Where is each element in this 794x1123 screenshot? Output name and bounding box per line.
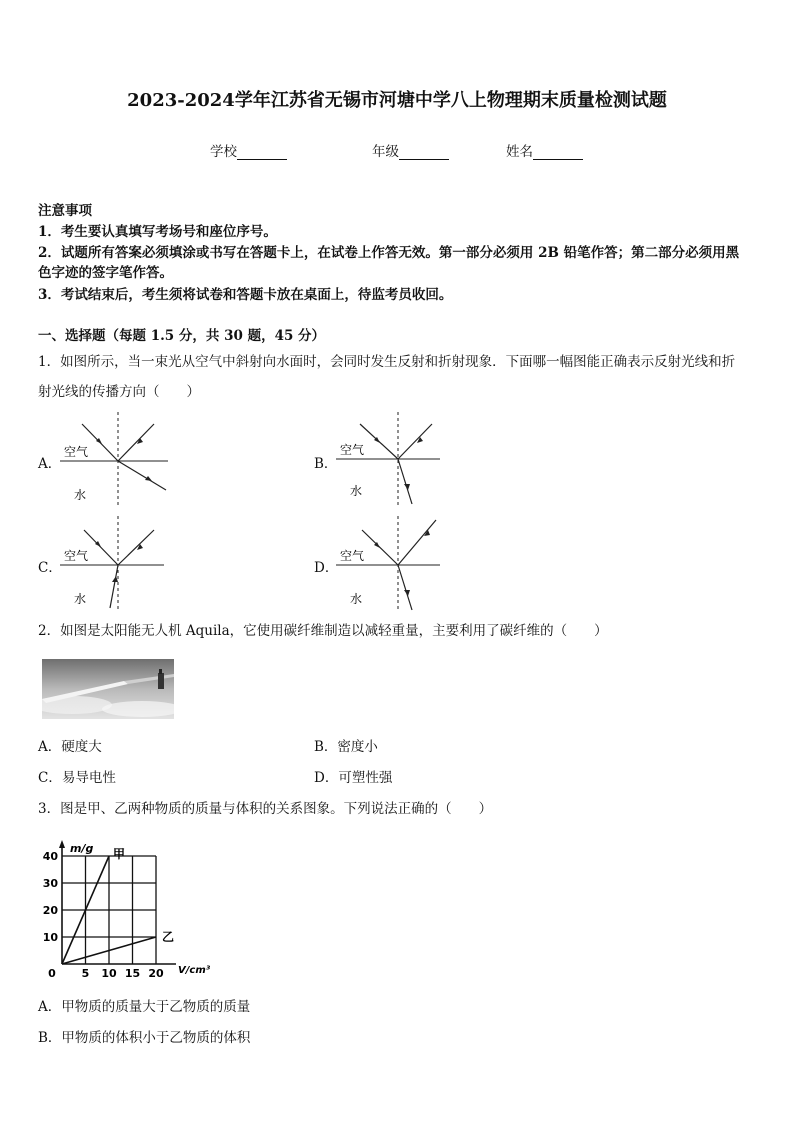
air-label: 空气 <box>340 443 365 457</box>
y-tick-label: 30 <box>42 877 58 890</box>
q1-option-a-label[interactable]: A． <box>38 456 62 472</box>
page-title: 2023-2024学年江苏省无锡市河塘中学八上物理期末质量检测试题 <box>127 90 667 111</box>
chart-series <box>62 847 174 964</box>
q2-option-b[interactable]: B．密度小 <box>314 739 378 755</box>
q1-diagram-b <box>336 410 448 508</box>
notice-item-3: 3．考试结束后，考生须将试卷和答题卡放在桌面上，待监考员收回。 <box>38 287 453 303</box>
name-field <box>506 140 583 160</box>
x-tick-label: 15 <box>124 967 141 980</box>
solar-drone-photo <box>42 659 174 719</box>
air-label: 空气 <box>340 549 365 563</box>
q1-diagram-d <box>336 514 448 612</box>
notice-item-2-cont: 色字迹的签字笔作答。 <box>38 265 173 281</box>
q2-text: 2．如图是太阳能无人机 Aquila，它使用碳纤维制造以减轻重量，主要利用了碳纤维的（ ） <box>38 623 608 639</box>
school-field <box>210 140 287 160</box>
grade-label: 年级 <box>372 144 399 160</box>
water-label: 水 <box>74 488 87 502</box>
q1-diagram-a <box>60 410 172 508</box>
school-label: 学校 <box>210 144 237 160</box>
q1-text-line1: 1．如图所示，当一束光从空气中斜射向水面时，会同时发生反射和折射现象．下面哪一幅图能正确表示反射光线和折 <box>38 354 736 370</box>
series-label: 乙 <box>162 930 175 944</box>
q1-option-d-label[interactable]: D． <box>314 560 339 576</box>
notice-item-1: 1．考生要认真填写考场号和座位序号。 <box>38 224 277 240</box>
q3-option-b[interactable]: B．甲物质的体积小于乙物质的体积 <box>38 1030 251 1046</box>
y-tick-label: 10 <box>42 931 58 944</box>
q1-option-c-label[interactable]: C． <box>38 560 62 576</box>
q2-option-c[interactable]: C．易导电性 <box>38 770 116 786</box>
q2-option-d[interactable]: D．可塑性强 <box>314 770 393 786</box>
air-label: 空气 <box>64 549 89 563</box>
name-blank[interactable] <box>533 145 583 160</box>
x-tick-label: 10 <box>101 967 117 980</box>
q1-text-line2: 射光线的传播方向（ ） <box>38 384 200 400</box>
x-axis-label: V/cm³ <box>178 965 211 976</box>
water-label: 水 <box>74 592 87 606</box>
x-tick-label: 20 <box>148 967 164 980</box>
q1-option-b-label[interactable]: B． <box>314 456 338 472</box>
y-tick-label: 40 <box>42 850 58 863</box>
x-tick-label: 0 <box>48 967 56 980</box>
q3-text: 3．图是甲、乙两种物质的质量与体积的关系图象。下列说法正确的（ ） <box>38 801 493 817</box>
y-tick-label: 20 <box>42 904 58 917</box>
q3-option-a[interactable]: A．甲物质的质量大于乙物质的质量 <box>38 999 251 1015</box>
y-axis-arrow <box>59 840 65 848</box>
series-label: 甲 <box>113 847 126 861</box>
notice-heading: 注意事项 <box>38 203 92 219</box>
y-axis-label: m/g <box>70 842 94 855</box>
chart-grid <box>62 856 156 964</box>
water-label: 水 <box>350 592 363 606</box>
name-label: 姓名 <box>506 144 533 160</box>
water-label: 水 <box>350 484 363 498</box>
grade-field <box>372 140 449 160</box>
notice-item-2: 2．试题所有答案必须填涂或书写在答题卡上，在试卷上作答无效。第一部分必须用 2B 铅笔作答；第二部分必须用黑 <box>38 245 740 261</box>
school-blank[interactable] <box>237 145 287 160</box>
x-tick-label: 5 <box>81 967 90 980</box>
section-heading: 一、选择题（每题 1.5 分，共 30 题，45 分） <box>38 328 326 344</box>
grade-blank[interactable] <box>399 145 449 160</box>
q3-mass-volume-chart <box>40 836 220 981</box>
q1-diagram-c <box>60 514 172 612</box>
q2-option-a[interactable]: A．硬度大 <box>38 739 102 755</box>
air-label: 空气 <box>64 445 89 459</box>
